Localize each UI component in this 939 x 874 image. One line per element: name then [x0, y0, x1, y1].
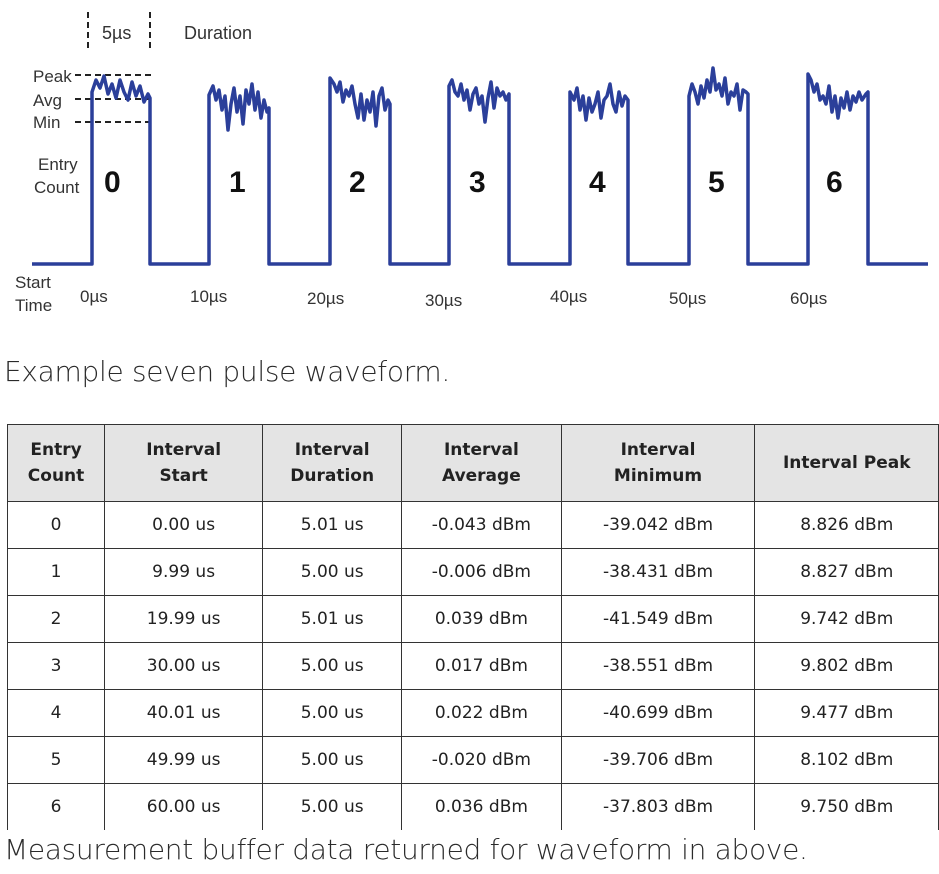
- pulse-waveform-figure: [0, 0, 939, 330]
- cell-interval-peak: 9.802 dBm: [755, 643, 939, 690]
- cell-entry-count: 3: [8, 643, 105, 690]
- table-row: [8, 690, 939, 737]
- measurement-buffer-table: [7, 424, 939, 830]
- cell-interval-start: 9.99 us: [105, 549, 263, 596]
- cell-interval-minimum: -39.042 dBm: [561, 502, 755, 549]
- cell-interval-peak: 8.827 dBm: [755, 549, 939, 596]
- min-label: Min: [33, 113, 61, 132]
- cell-interval-average: 0.022 dBm: [402, 690, 561, 737]
- start-time-label-line2: Time: [15, 296, 53, 315]
- cell-interval-start: 19.99 us: [105, 596, 263, 643]
- cell-interval-duration: 5.01 us: [263, 596, 402, 643]
- cell-interval-average: -0.043 dBm: [402, 502, 561, 549]
- pulse-number-3: 3: [469, 166, 486, 199]
- time-tick-10: 10µs: [190, 287, 228, 306]
- pulse-number-5: 5: [708, 166, 725, 199]
- cell-interval-start: 60.00 us: [105, 784, 263, 831]
- cell-interval-minimum: -38.551 dBm: [561, 643, 755, 690]
- cell-interval-minimum: -38.431 dBm: [561, 549, 755, 596]
- figure-caption: Example seven pulse waveform.: [4, 355, 450, 388]
- cell-entry-count: 2: [8, 596, 105, 643]
- time-tick-50: 50µs: [669, 289, 707, 308]
- cell-entry-count: 5: [8, 737, 105, 784]
- table-header-row: [8, 425, 939, 502]
- cell-entry-count: 0: [8, 502, 105, 549]
- cell-interval-duration: 5.00 us: [263, 737, 402, 784]
- time-tick-60: 60µs: [790, 289, 828, 308]
- table-row: [8, 737, 939, 784]
- table-caption: Measurement buffer data returned for waveform in above.: [4, 833, 808, 866]
- cell-interval-average: 0.039 dBm: [402, 596, 561, 643]
- cell-interval-minimum: -37.803 dBm: [561, 784, 755, 831]
- cell-interval-peak: 8.102 dBm: [755, 737, 939, 784]
- header-interval-minimum: Interval Minimum: [561, 425, 755, 502]
- cell-entry-count: 4: [8, 690, 105, 737]
- header-interval-start: Interval Start: [105, 425, 263, 502]
- table-row: [8, 643, 939, 690]
- table-row: [8, 502, 939, 549]
- table-row: [8, 596, 939, 643]
- time-tick-0: 0µs: [80, 287, 108, 306]
- cell-interval-minimum: -40.699 dBm: [561, 690, 755, 737]
- avg-label: Avg: [33, 91, 62, 110]
- duration-label: Duration: [184, 23, 253, 43]
- cell-interval-average: -0.006 dBm: [402, 549, 561, 596]
- cell-entry-count: 6: [8, 784, 105, 831]
- cell-interval-duration: 5.00 us: [263, 784, 402, 831]
- cell-interval-start: 49.99 us: [105, 737, 263, 784]
- cell-interval-start: 40.01 us: [105, 690, 263, 737]
- header-interval-average: Interval Average: [402, 425, 561, 502]
- cell-interval-average: 0.017 dBm: [402, 643, 561, 690]
- cell-interval-duration: 5.00 us: [263, 549, 402, 596]
- header-interval-peak: Interval Peak: [755, 425, 939, 502]
- header-interval-duration: Interval Duration: [263, 425, 402, 502]
- table-row: [8, 784, 939, 831]
- peak-label: Peak: [33, 67, 72, 86]
- pulse-number-4: 4: [589, 166, 606, 199]
- pulse-number-6: 6: [826, 166, 843, 199]
- cell-interval-duration: 5.01 us: [263, 502, 402, 549]
- cell-interval-duration: 5.00 us: [263, 643, 402, 690]
- cell-interval-duration: 5.00 us: [263, 690, 402, 737]
- time-tick-40: 40µs: [550, 287, 588, 306]
- entry-count-label-line2: Count: [34, 178, 80, 197]
- header-entry-count: Entry Count: [8, 425, 105, 502]
- cell-interval-average: -0.020 dBm: [402, 737, 561, 784]
- cell-interval-average: 0.036 dBm: [402, 784, 561, 831]
- cell-interval-minimum: -41.549 dBm: [561, 596, 755, 643]
- cell-interval-start: 30.00 us: [105, 643, 263, 690]
- time-tick-20: 20µs: [307, 289, 345, 308]
- duration-marker-label: 5µs: [102, 23, 132, 43]
- cell-entry-count: 1: [8, 549, 105, 596]
- table-row: [8, 549, 939, 596]
- cell-interval-peak: 9.750 dBm: [755, 784, 939, 831]
- pulse-number-2: 2: [349, 166, 366, 199]
- cell-interval-minimum: -39.706 dBm: [561, 737, 755, 784]
- cell-interval-peak: 8.826 dBm: [755, 502, 939, 549]
- time-tick-30: 30µs: [425, 291, 463, 310]
- pulse-number-1: 1: [229, 166, 246, 199]
- cell-interval-peak: 9.477 dBm: [755, 690, 939, 737]
- cell-interval-start: 0.00 us: [105, 502, 263, 549]
- pulse-number-0: 0: [104, 166, 121, 199]
- entry-count-label-line1: Entry: [38, 155, 78, 174]
- start-time-label-line1: Start: [15, 273, 51, 292]
- cell-interval-peak: 9.742 dBm: [755, 596, 939, 643]
